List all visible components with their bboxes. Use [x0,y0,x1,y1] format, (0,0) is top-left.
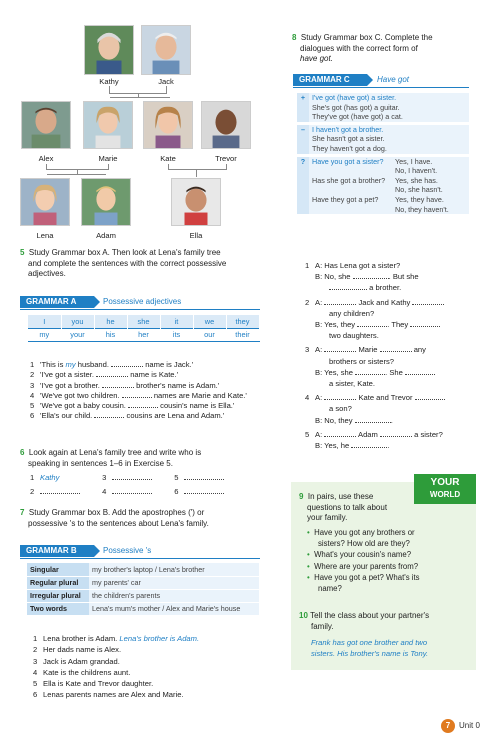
possessive-s-table: Singular my brother's laptop / Lena's brother Regular plural my parents' car Irregular plural the children's parents Two words Lena's mum's mother / Alex and Marie's house [27,563,259,616]
name-kathy: Kathy [99,77,119,86]
your-world-panel [291,477,476,670]
exercise-7-instructions: 7 Study Grammar box B. Add the apostrophes (') or possessive 's to the sentences about Lena's family. [20,508,209,528]
answer-blank[interactable] [184,473,224,480]
list-item: 6 'Ella's our child. cousins are Lena and Adam.' [30,411,225,421]
adjective-cell: my [28,328,61,341]
answer-blank[interactable] [410,320,440,327]
adjective-cell: our [193,328,226,341]
photo-jack [141,25,191,75]
answer-blank[interactable] [96,370,128,377]
example-answer: Frank has got one brother and two sisters. His brother's name is Tony. [311,638,429,658]
pronoun-cell: he [94,315,127,328]
exercise-5-instructions: 5 Study Grammar box A. Then look at Lena's family tree and complete the sentences with the correct possessive adjectives. [20,248,227,278]
name-marie: Marie [98,154,118,163]
pronoun-cell: it [160,315,193,328]
list-item: 5 'We've got a baby cousin. cousin's name is Ella.' [30,401,235,411]
list-item: • What's your cousin's name? [307,550,412,560]
answer-blank[interactable] [415,393,445,400]
grammar-a-subtitle: Possessive adjectives [103,297,182,306]
photo-kate [143,101,193,149]
list-item: 1 'This is my husband. name is Jack.' [30,360,194,369]
list-item: 3 'I've got a brother. brother's name is Adam.' [30,380,220,390]
name-alex: Alex [38,154,54,163]
list-item: 1 Lena brother is Adam. Lena's brother is Adam. [33,634,200,643]
page-number: 7 [441,719,455,733]
photo-alex [21,101,71,149]
grammar-b-subtitle: Possessive 's [103,546,152,555]
photo-adam [81,178,131,226]
answer-blank[interactable] [405,368,435,375]
list-item: • Have you got a pet? What's its [307,572,420,582]
photo-lena [20,178,70,226]
answer-blank[interactable] [40,487,80,494]
list-item: 4 Kate is the childrens aunt. [33,667,131,677]
exercise-10-instructions: 10 Tell the class about your partner's family. [299,611,430,631]
list-item: • Have you got any brothers or [307,528,415,537]
answer-blank[interactable] [324,393,356,400]
possessive-adjectives-table [28,315,260,342]
exercise-6-answers: 1 Kathy 3 5 2 4 6 [30,473,270,498]
answer-blank[interactable] [353,272,389,279]
answer-blank[interactable] [102,381,134,388]
list-item: 3 Jack is Adam grandad. [33,656,120,666]
answer-blank[interactable] [380,430,412,437]
answer-blank[interactable] [351,441,387,448]
photo-trevor [201,101,251,149]
grammar-c-title: GRAMMAR C [293,74,367,86]
page-number-badge [441,718,481,734]
answer-blank[interactable] [412,298,444,305]
pronoun-cell: I [28,315,61,328]
exercise-8-instructions: 8 Study Grammar box C. Complete the dialogues with the correct form of have got. [292,33,433,63]
pronoun-cell: they [226,315,259,328]
have-got-table: + I've got (have got) a sister. She's got (has got) a guitar. They've got (have got) a cat. – I haven't got a brother. She hasn't got a sister. They haven't got a dog. ? Have you got a sister? Yes, I have. No, I haven't. Has she got a brother? Yes, she has. No, she hasn't. Have they got a pet? Yes, they have. No, they haven't. [297,93,469,214]
exercise-9-instructions: 9 In pairs, use these questions to talk about your family. [299,492,388,522]
exercise-5-list [30,360,280,422]
adjective-cell: your [61,328,94,341]
exercise-7-list [33,633,273,701]
grammar-b-title: GRAMMAR B [20,545,94,557]
pronoun-cell: you [61,315,94,328]
list-item: 5 Ella is Kate and Trevor daughter. [33,679,154,689]
answer-blank[interactable] [184,487,224,494]
exercise-8-dialogues: 1 A: Has Lena got a sister? B: No, she . But she a brother. 2 A: Jack and Kathy any children? B: Yes, they . They two daughters. 3 A: Marie any brothers or sisters? B: Yes, she . She a sister, Kate. 4 A: Kate and Trevor a son? B: No, they . 5 A: Adam a sister? B: Yes, he . [305,261,443,451]
pronoun-cell: we [193,315,226,328]
list-item: 2 Her dads name is Alex. [33,645,122,655]
answer-blank[interactable] [112,487,152,494]
adjective-cell: its [160,328,193,341]
answer-blank[interactable] [122,391,152,398]
list-item: 2 'I've got a sister. name is Kate.' [30,370,179,380]
adjective-cell: her [127,328,160,341]
pronoun-cell: she [127,315,160,328]
photo-marie [83,101,133,149]
grammar-a-title: GRAMMAR A [20,296,94,308]
name-trevor: Trevor [215,154,237,163]
discussion-questions: • Have you got any brothers or sisters? How old are they? • What's your cousin's name? • Where are your parents from? • Have you got a pet? What's its name? [307,527,472,594]
answer-blank[interactable] [94,411,124,418]
name-ella: Ella [189,231,203,240]
adjective-cell: his [94,328,127,341]
grammar-c-subtitle: Have got [377,75,410,84]
answer-blank[interactable] [355,416,391,423]
list-item: 4 'We've got two children. names are Marie and Kate.' [30,390,247,400]
list-item: • Where are your parents from? [307,561,419,571]
name-adam: Adam [96,231,116,240]
answer-blank[interactable] [111,360,143,367]
photo-kathy [84,25,134,75]
adjective-cell: their [226,328,259,341]
answer-blank[interactable] [380,345,412,352]
photo-ella [171,178,221,226]
unit-label: Unit 0 [459,721,480,730]
answer-blank[interactable] [357,320,387,327]
exercise-6-instructions: 6 Look again at Lena's family tree and write who is speaking in sentences 1–6 in Exercise 5. [20,448,202,468]
name-lena: Lena [36,231,54,240]
answer-blank[interactable] [128,401,158,408]
your-world-badge: YOUR WORLD [414,474,476,504]
answer-blank[interactable] [324,298,356,305]
answer-blank[interactable] [329,283,367,290]
name-jack: Jack [158,77,174,86]
list-item: 6 Lenas parents names are Alex and Marie. [33,690,184,700]
answer-blank[interactable] [355,368,385,375]
name-kate: Kate [160,154,176,163]
answer-blank[interactable] [112,473,152,480]
answer-blank[interactable] [324,430,356,437]
answer-blank[interactable] [324,345,356,352]
